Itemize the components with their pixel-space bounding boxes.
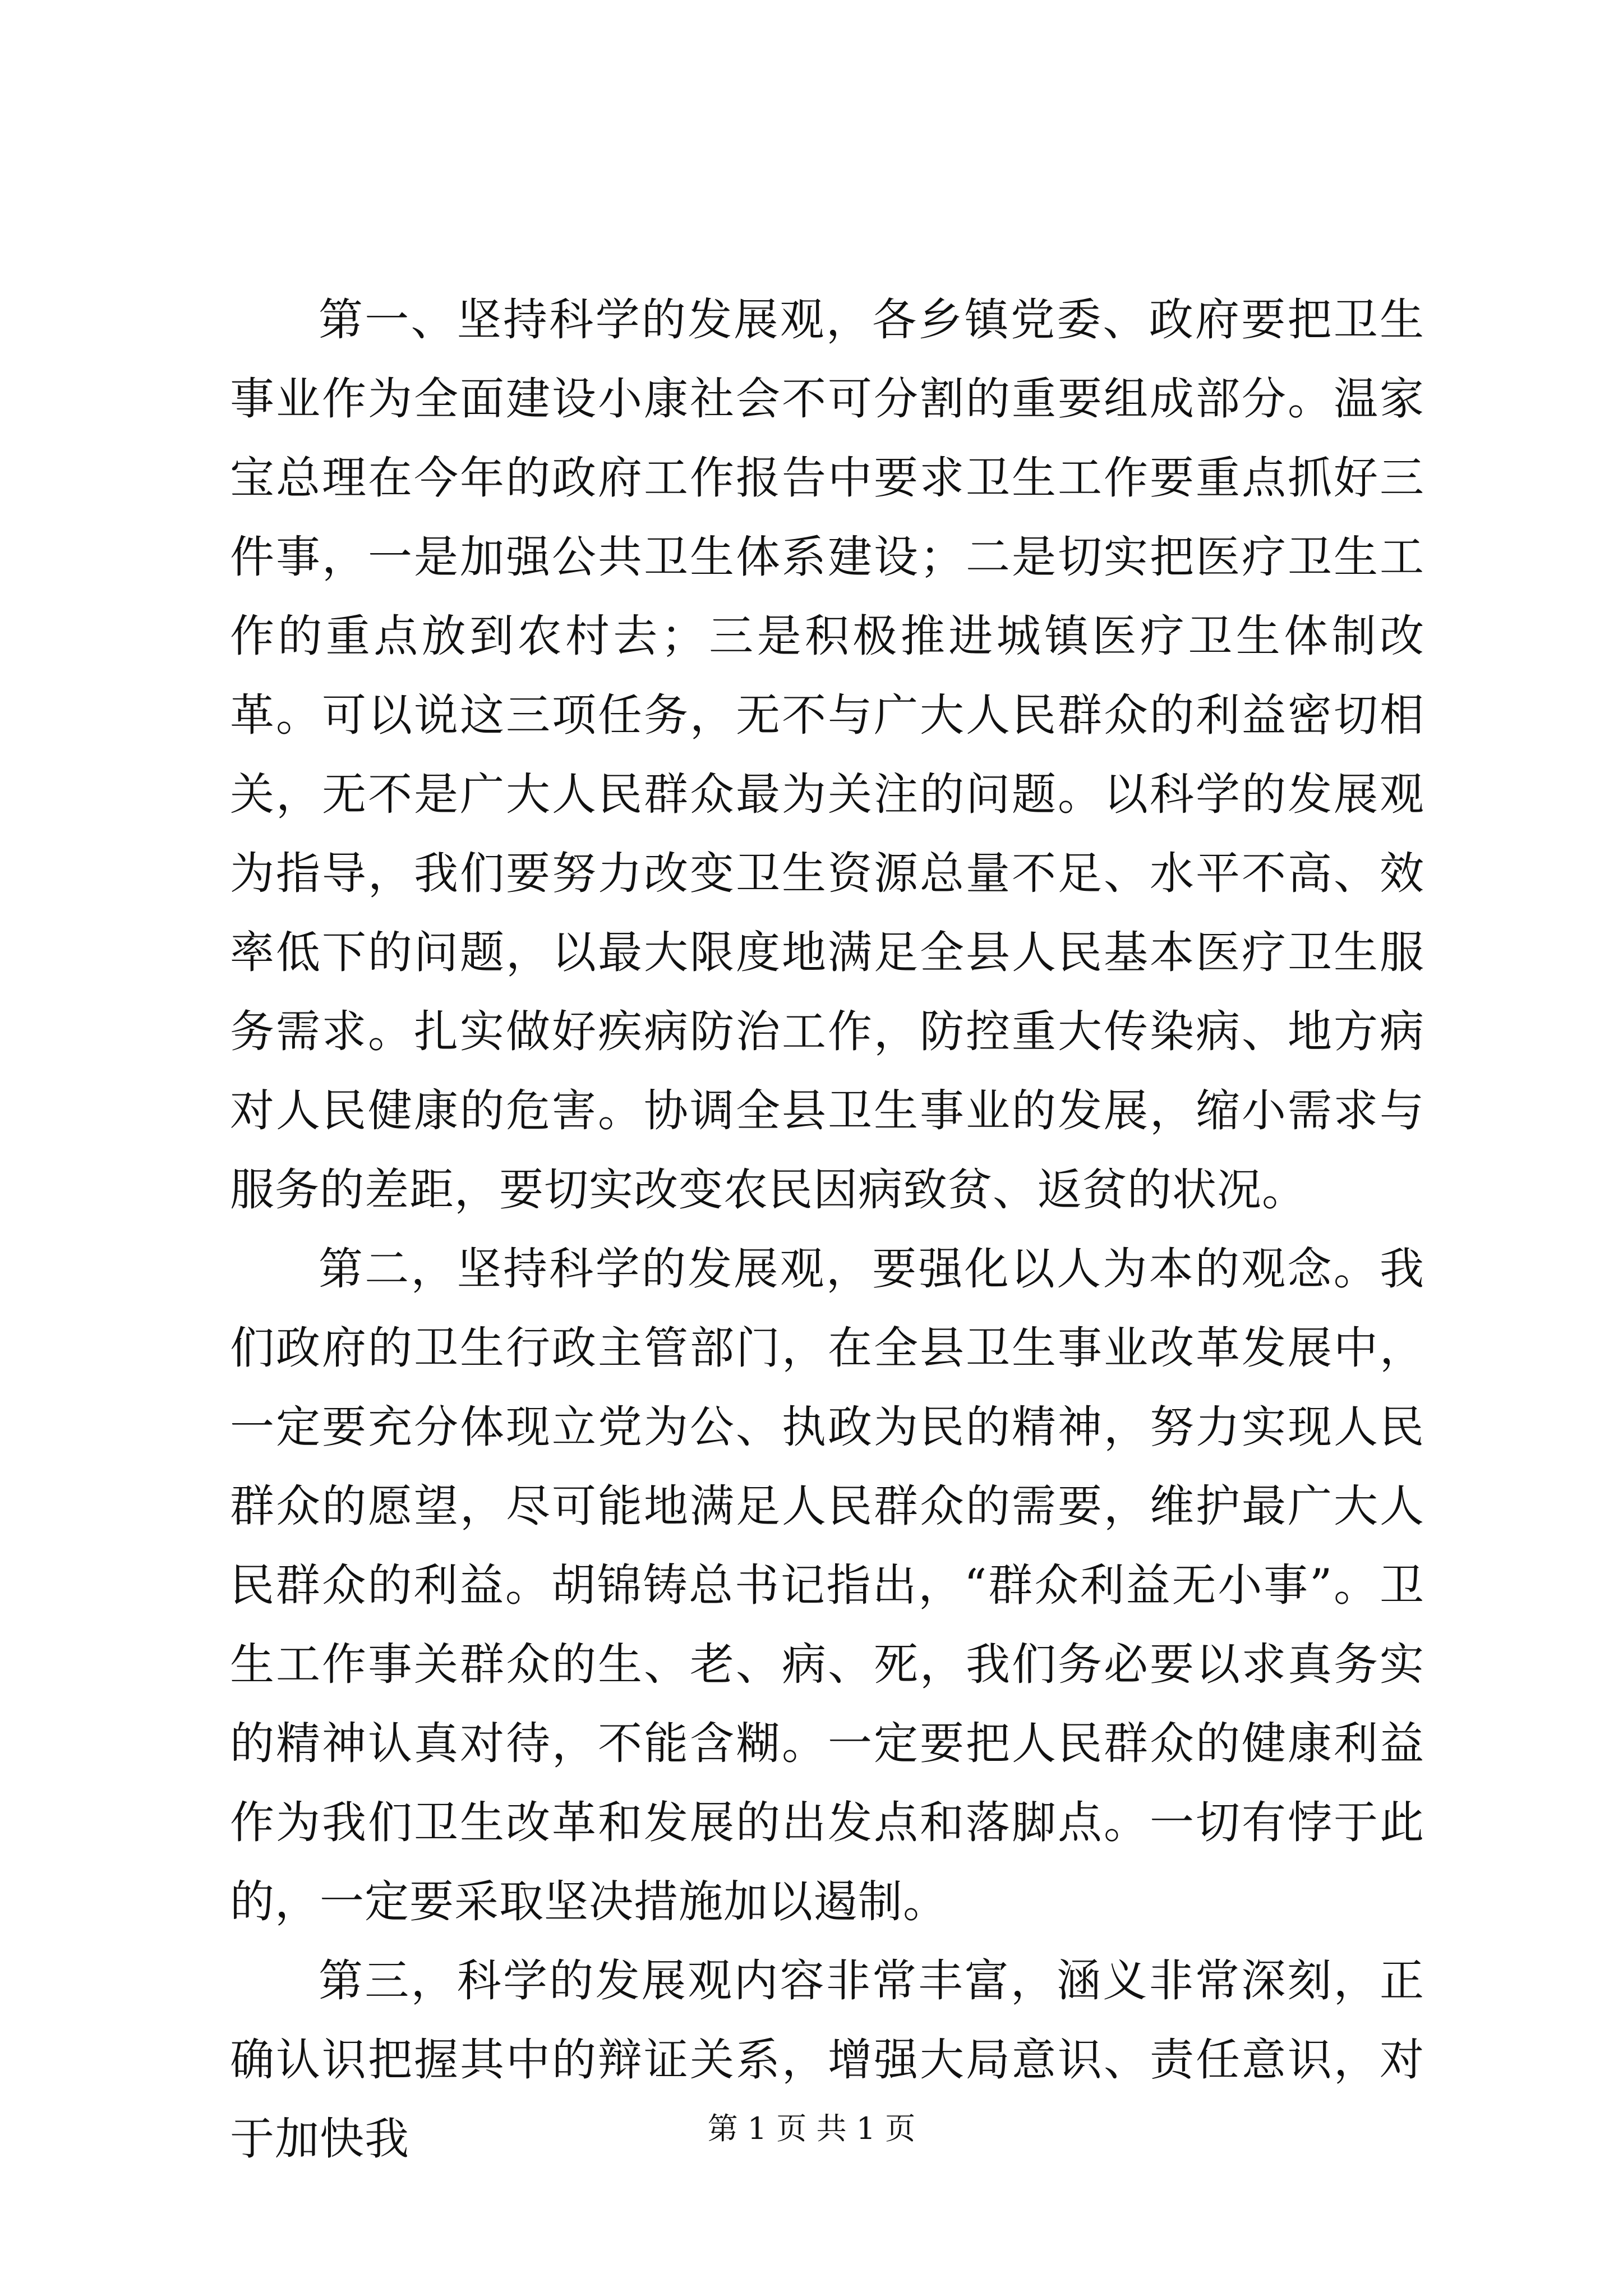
paragraph-3: 第三，科学的发展观内容非常丰富，涵义非常深刻，正确认识把握其中的辩证关系，增强大局意识、责任意识，对于加快我 xyxy=(230,1955,1424,2165)
document-body xyxy=(230,280,1424,2179)
page-footer: 第 1 页 共 1 页 xyxy=(707,2111,916,2146)
paragraph-1: 第一、坚持科学的发展观，各乡镇党委、政府要把卫生事业作为全面建设小康社会不可分割的重要组成部分。温家宝总理在今年的政府工作报告中要求卫生工作要重点抓好三件事，一是加强公共卫生体系建设；二是切实把医疗卫生工作的重点放到农村去；三是积极推进城镇医疗卫生体制改革。可以说这三项任务，无不与广大人民群众的利益密切相关，无不是广大人民群众最为关注的问题。以科学的发展观为指导，我们要努力改变卫生资源总量不足、水平不高、效率低下的问题，以最大限度地满足全县人民基本医疗卫生服务需求。扎实做好疾病防治工作，防控重大传染病、地方病对人民健康的危害。协调全县卫生事业的发展，缩小需求与服务的差距，要切实改变农民因病致贫、返贫的状况。 xyxy=(230,294,1424,1216)
paragraph-2: 第二，坚持科学的发展观，要强化以人为本的观念。我们政府的卫生行政主管部门，在全县卫生事业改革发展中，一定要充分体现立党为公、执政为民的精神，努力实现人民群众的愿望，尽可能地满足人民群众的需要，维护最广大人民群众的利益。胡锦铸总书记指出，“群众利益无小事”。卫生工作事关群众的生、老、病、死，我们务必要以求真务实的精神认真对待，不能含糊。一定要把人民群众的健康利益作为我们卫生改革和发展的出发点和落脚点。一切有悖于此的，一定要采取坚决措施加以遏制。 xyxy=(230,1243,1424,1927)
